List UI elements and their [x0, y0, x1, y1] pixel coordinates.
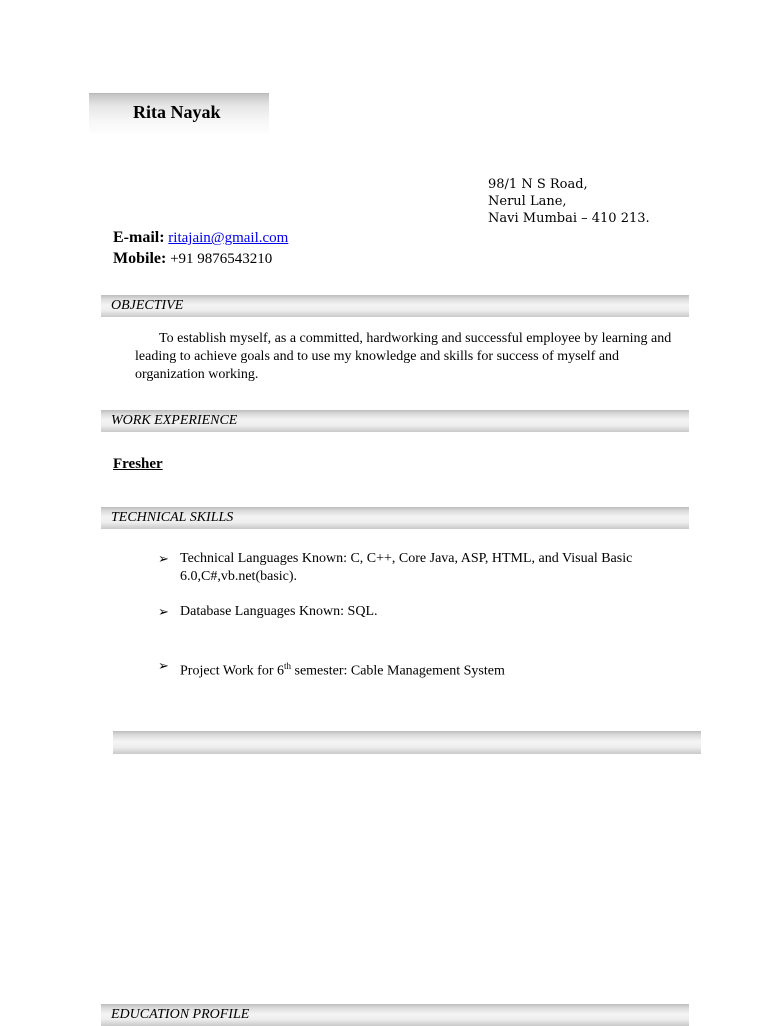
- arrow-bullet-icon: ➢: [158, 604, 169, 619]
- arrow-bullet-icon: ➢: [158, 658, 169, 673]
- section-title-objective: OBJECTIVE: [111, 298, 184, 313]
- mobile-label: Mobile:: [113, 250, 167, 267]
- project-work-detail: semester: Cable Management System: [291, 663, 505, 679]
- arrow-bullet-icon: ➢: [158, 551, 169, 566]
- skill-text: Database Languages Known: SQL.: [180, 604, 378, 619]
- mobile-value: +91 9876543210: [170, 251, 273, 267]
- address-line-2: Nerul Lane,: [488, 194, 567, 209]
- section-title-education: EDUCATION PROFILE: [111, 1007, 250, 1022]
- skill-item: [158, 603, 688, 621]
- ordinal-suffix: th: [283, 661, 291, 671]
- objective-text: To establish myself, as a committed, hardworking and successful employee by learning and leading to achieve goals and to use my knowledge and skills for success of myself and organization working.: [135, 331, 672, 382]
- section-bar-education: [101, 1004, 689, 1026]
- address-line-3: Navi Mumbai – 410 213.: [488, 211, 650, 226]
- address-block: [488, 176, 650, 227]
- candidate-name: Rita Nayak: [133, 102, 221, 122]
- name-header-box: [89, 93, 269, 133]
- skill-text: Technical Languages Known: C, C++, Core Java, ASP, HTML, and Visual Basic 6.0,C#,vb.net(basic).: [180, 551, 633, 584]
- skill-text: [180, 657, 685, 681]
- skill-item: [158, 657, 688, 679]
- email-link[interactable]: ritajain@gmail.com: [168, 230, 289, 246]
- skill-item: [158, 550, 688, 586]
- mobile-row: [113, 250, 272, 268]
- email-label: E-mail:: [113, 229, 165, 246]
- section-bar-work-experience: [101, 410, 689, 432]
- section-title-work-experience: WORK EXPERIENCE: [111, 413, 238, 428]
- blank-section-bar: [113, 731, 701, 754]
- address-line-1: 98/1 N S Road,: [488, 177, 588, 192]
- project-work-text: Project Work for 6: [180, 663, 284, 679]
- section-bar-technical-skills: [101, 507, 689, 529]
- section-bar-objective: [101, 295, 689, 317]
- email-row: [113, 229, 288, 247]
- work-experience-value: Fresher: [113, 456, 163, 472]
- section-title-technical-skills: TECHNICAL SKILLS: [111, 510, 234, 525]
